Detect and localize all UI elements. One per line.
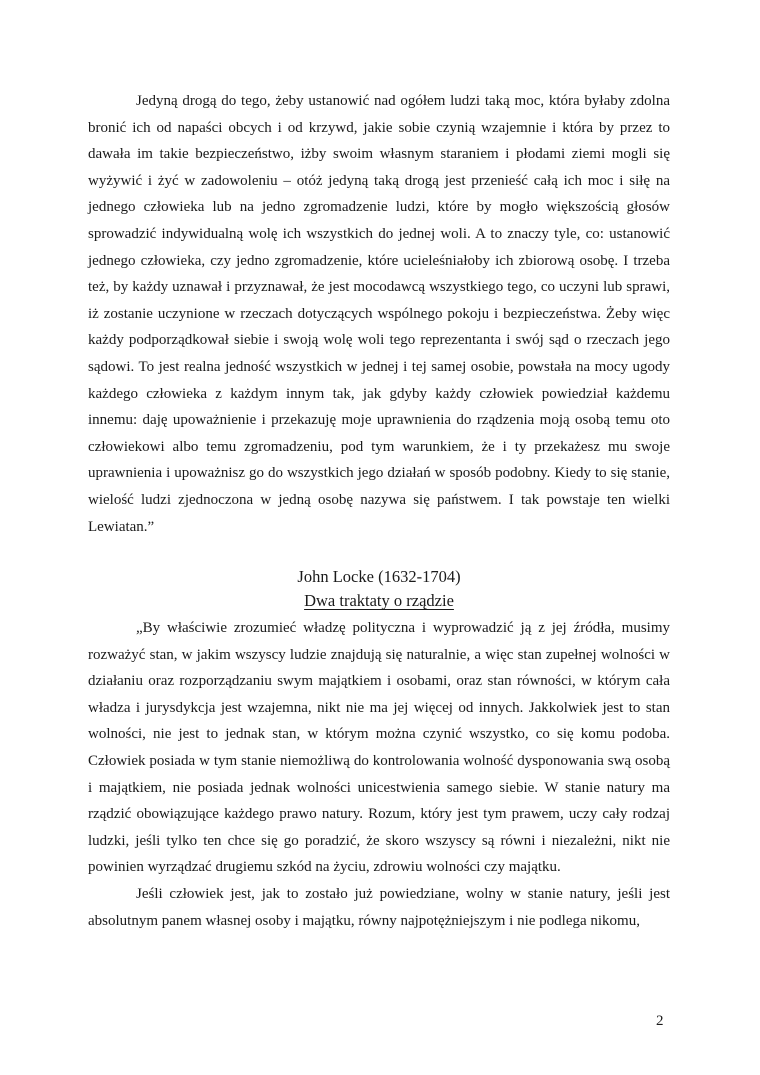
- section-title: [88, 589, 670, 613]
- page-number: 2: [656, 1013, 664, 1029]
- section-years: (1632-1704): [378, 567, 461, 587]
- paragraph-locke-2: Jeśli człowiek jest, jak to zostało już powiedziane, wolny w stanie natury, jeśli jest absolutnym panem własnej osoby i majątku, równy najpotężniejszym i nie podlega nikomu,: [88, 886, 670, 929]
- section-author: John Locke: [297, 567, 374, 587]
- paragraph-locke-1: „By właściwie zrozumieć władzę polityczna i wyprowadzić ją z jej źródła, musimy rozważyć stan, w jakim wszyscy ludzie znajdują się naturalnie, a więc stan zupełnej wolności w działaniu oraz rozporządzaniu swym majątkiem i osobami, oraz stan równości, w którym cała władza i jurysdykcja jest wzajemna, nikt nie ma jej więcej od innych. Jakkolwiek jest to stan wolności, nie jest to jednak stan, w którym można czynić wszystko, co się komu podoba. Człowiek posiada w tym stanie niemożliwą do kontrolowania wolność dysponowania swą osobą i majątkiem, nie posiada jednak wolności unicestwienia samego siebie. W stanie natury ma rządzić obowiązujące każdego prawo natury. Rozum, który jest tym prawem, uczy cały rodzaj ludzki, jeśli tylko ten chce się go poradzić, że skoro wszyscy są równi i niezależni, nikt nie powinien wyrządzać drugiemu szkód na życiu, zdrowiu wolności czy majątku.: [88, 620, 670, 876]
- section-title-text: Dwa traktaty o rządzie: [304, 591, 454, 611]
- document-page: [88, 88, 670, 934]
- paragraph-hobbes-leviathan: Jedyną drogą do tego, żeby ustanowić nad ogółem ludzi taką moc, która byłaby zdolna bronić ich od napaści obcych i od krzywd, jakie sobie czynią wzajemnie i która by przez to dawała im takie bezpieczeństwo, iżby swoim własnym staraniem i płodami ziemi mogli się wyżywić i żyć w zadowoleniu – otóż jedyną taką drogą jest przenieść całą ich moc i siłę na jednego człowieka lub na jedno zgromadzenie ludzi, które by mogło większością głosów sprowadzić indywidualną wolę ich wszystkich do jednej woli. A to znaczy tyle, co: ustanowić jednego człowieka, czy jedno zgromadzenie, które ucieleśniałoby ich zbiorową osobę. I trzeba też, by każdy uznawał i przyznawał, że jest mocodawcą wszystkiego tego, co uczyni lub sprawi, iż zostanie uczynione w rzeczach dotyczących wspólnego pokoju i bezpieczeństwa. Żeby więc każdy podporządkował siebie i swoją wolę woli tego reprezentanta i swój sąd o rzeczach jego sądowi. To jest realna jedność wszystkich w jednej i tej samej osobie, powstała na mocy ugody każdego człowieka z każdym innym tak, jak gdyby każdy człowiek powiedział każdemu innemu: daję upoważnienie i przekazuję moje uprawnienia do rządzenia moją osobą temu oto człowiekowi albo temu zgromadzeniu, pod tym warunkiem, że i ty przekażesz mu swoje uprawnienia i upoważnisz go do wszystkich jego działań w sposób podobny. Kiedy to się stanie, wielość ludzi zjednoczona w jedną osobę nazywa się państwem. I tak powstaje ten wielki Lewiatan.”: [88, 93, 670, 535]
- section-heading: [88, 565, 670, 589]
